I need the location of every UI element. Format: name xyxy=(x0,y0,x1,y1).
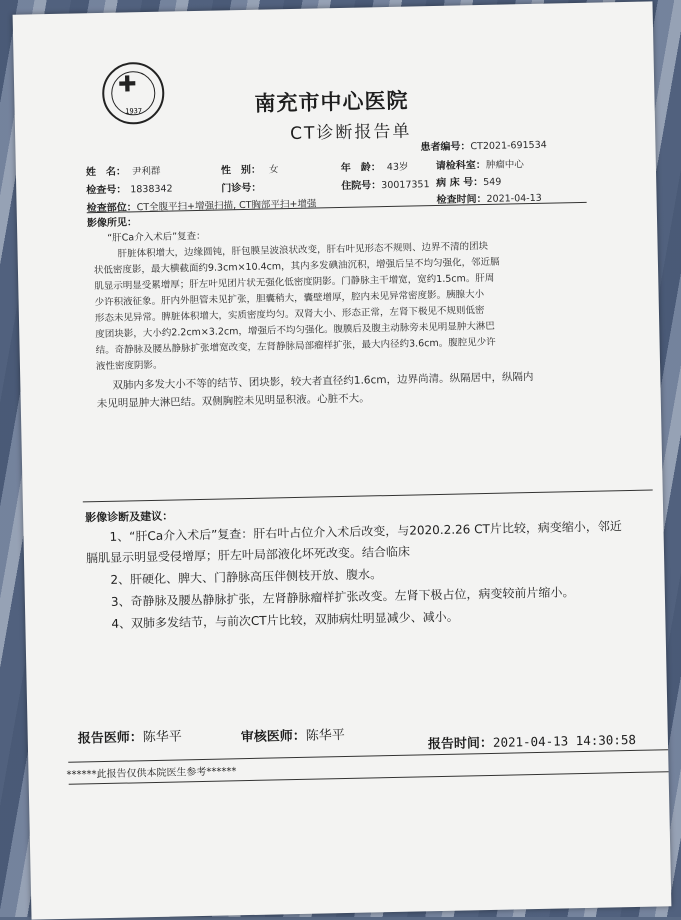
diagnosis-item: 3、奇静脉及腰丛静脉扩张，左肾静脉瘤样扩张改变。左肾下极占位，病变较前片缩小。 xyxy=(111,581,641,613)
outpatient-field: 门诊号： xyxy=(221,179,261,195)
inpatient-no: 30017351 xyxy=(381,179,430,191)
findings-line: 形态未见异常。脾脏体积增大，实质密度均匀。双肾大小、形态正常，左肾下极见不规则低密 xyxy=(95,303,485,327)
exam-site: CT全腹平扫+增强扫描, CT胸部平扫+增强 xyxy=(137,198,317,213)
exam-no-field: 检查号： 1838342 xyxy=(86,179,173,196)
section-divider xyxy=(83,490,653,503)
patient-no: CT2021-691534 xyxy=(470,140,547,153)
age-field: 年 龄： 43岁 xyxy=(341,158,409,174)
bed-field: 病 床 号：549 xyxy=(436,173,501,189)
findings-line: 结。奇静脉及腰丛静脉扩张增宽改变，左肾静脉局部瘤样扩张，最大内径约3.6cm。腹腔见少许 xyxy=(95,335,495,359)
dept-field: 请检科室：肿瘤中心 xyxy=(436,155,524,172)
report-paper xyxy=(13,1,672,919)
footer-note: ******此报告仅供本院医生参考****** xyxy=(66,762,236,781)
patient-name: 尹利群 xyxy=(132,166,161,178)
findings-line: 肝脏体积增大，边缘圆钝，肝包膜呈波浪状改变，肝右叶见形态不规则、边界不清的团块 xyxy=(117,239,488,262)
exam-time: 2021-04-13 xyxy=(486,193,541,205)
report-title: CT诊断报告单 xyxy=(290,116,412,144)
sex-field: 性 别： 女 xyxy=(221,160,279,176)
findings-line: 肌显示明显受累增厚；肝左叶见团片状无强化低密度阴影。门静脉主干增宽，宽约1.5cm。肝周 xyxy=(94,271,494,295)
findings-title: 影像所见： xyxy=(87,213,137,229)
signature-divider xyxy=(68,749,668,763)
reviewer-field: 审核医师：陈华平 xyxy=(241,724,345,745)
site-field: 检查部位：CT全腹平扫+增强扫描, CT胸部平扫+增强 xyxy=(86,194,316,214)
diagnosis-item: 4、双肺多发结节，与前次CT片比较，双肺病灶明显减少、减小。 xyxy=(111,603,631,635)
findings-line: “肝Ca介入术后”复查： xyxy=(107,229,206,247)
findings-chest-line: 未见明显肿大淋巴结。双侧胸腔未见明显积液。心脏不大。 xyxy=(97,391,370,412)
hospital-logo: ✚ 1937 xyxy=(102,62,165,125)
hospital-name: 南充市中心医院 xyxy=(254,85,409,118)
diagnosis-title: 影像诊断及建议： xyxy=(85,508,173,526)
findings-line: 少许积液征象。肝内外胆管未见扩张，胆囊稍大，囊壁增厚，腔内未见异常密度影。胰腺大小 xyxy=(94,287,484,311)
bed-no: 549 xyxy=(483,177,501,188)
report-doctor: 陈华平 xyxy=(143,729,182,745)
exam-no: 1838342 xyxy=(130,183,173,195)
report-time-field: 报告时间：2021-04-13 14:30:58 xyxy=(428,729,636,752)
reviewer: 陈华平 xyxy=(306,728,345,744)
diagnosis-item: 1、“肝Ca介入术后”复查：肝右叶占位介入术后改变，与2020.2.26 CT片比较，病变缩小，邻近膈肌显示明显受侵增厚；肝左叶局部液化坏死改变。结合临床 xyxy=(85,516,626,569)
findings-line: 度团块影，大小约2.2cm×3.2cm，增强后不均匀强化。腹膜后及腹主动脉旁未见明显肿大淋巴 xyxy=(95,319,495,343)
exam-time-field: 检查时间：2021-04-13 xyxy=(436,189,542,206)
report-time: 2021-04-13 14:30:58 xyxy=(493,732,636,750)
name-field: 姓 名： 尹利群 xyxy=(86,162,161,179)
patient-sex: 女 xyxy=(269,164,279,175)
findings-chest-line: 双肺内多发大小不等的结节、团块影，较大者直径约1.6cm，边界尚清。纵隔居中，纵隔内 xyxy=(112,370,533,394)
patient-no-field: 患者编号：CT2021-691534 xyxy=(420,136,547,154)
patient-age: 43岁 xyxy=(387,162,409,173)
findings-line: 液性密度阴影。 xyxy=(96,358,163,375)
inpatient-field: 住院号：30017351 xyxy=(341,175,430,192)
report-doctor-field: 报告医师：陈华平 xyxy=(78,725,182,746)
dept: 肿瘤中心 xyxy=(486,159,524,171)
diagnosis-item: 2、肝硬化、脾大、门静脉高压伴侧枝开放、腹水。 xyxy=(110,559,630,591)
findings-line: 状低密度影，最大横截面约9.3cm×10.4cm，其内多发碘油沉积，增强后呈不均匀强化，邻近膈 xyxy=(94,255,500,279)
